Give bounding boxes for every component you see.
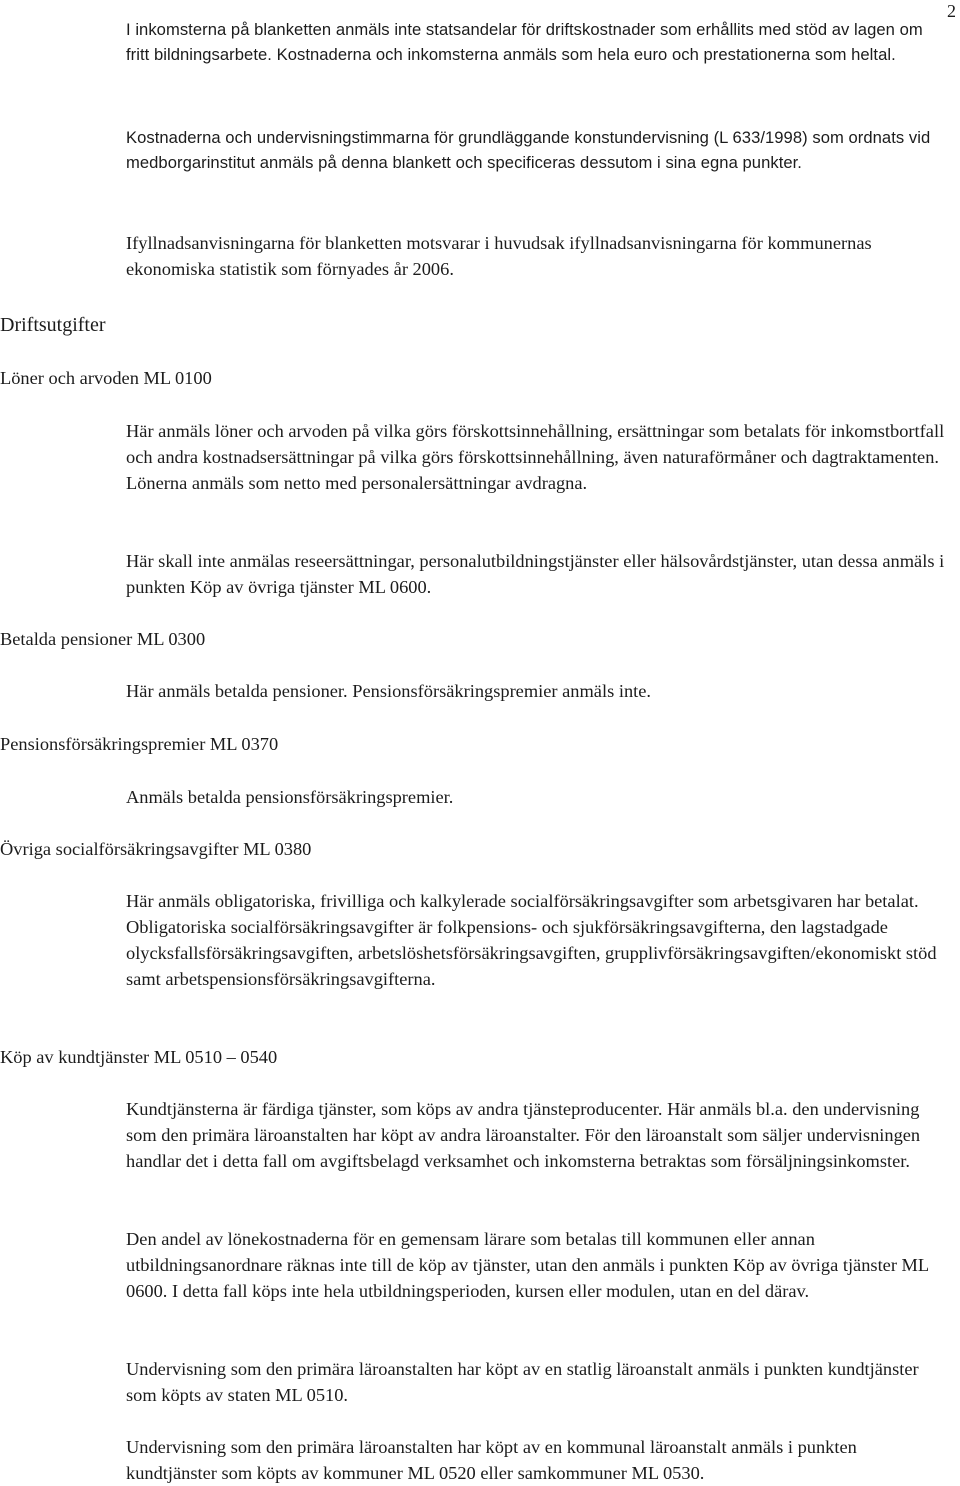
social-paragraph-1: Här anmäls obligatoriska, frivilliga och kalkylerade socialförsäkringsavgifter som arbetsgivaren har betalat. Obligatoriska socialförsäkringsavgifter är folkpensions- och sjukförsäkringsavgifterna, den lagstadgade olycksfallsförsäkringsavgiften, arbetslöshetsförsäkringsavgiften, grupplivförsäkringsavgiften/ekonomiskt stöd samt arbetspensionsförsäkringsavgifterna. xyxy=(126,891,937,989)
premier-paragraph-1: Anmäls betalda pensionsförsäkringspremier. xyxy=(126,787,454,807)
kundtjanster-paragraph-3: Undervisning som den primära läroanstalten har köpt av en statlig läroanstalt anmäls i punkten kundtjänster som köpts av staten ML 0510. xyxy=(126,1359,919,1405)
section-title-driftsutgifter: Driftsutgifter xyxy=(0,314,106,336)
intro-paragraph-2: Kostnaderna och undervisningstimmarna för grundläggande konstundervisning (L 633/1998) som ordnats vid medborgarinstitut anmäls på denna blankett och specificeras dessutom i sina egna punkter. xyxy=(126,128,931,172)
kundtjanster-paragraph-2: Den andel av lönekostnaderna för en gemensam lärare som betalas till kommunen eller annan utbildningsanordnare räknas inte till de köp av tjänster, utan den anmäls i punkten Köp av övriga tjänster ML 0600. I detta fall köps inte hela utbildningsperioden, kursen eller modulen, utan en del därav. xyxy=(126,1229,929,1301)
pensioner-paragraph-1: Här anmäls betalda pensioner. Pensionsförsäkringspremier anmäls inte. xyxy=(126,681,652,701)
kundtjanster-paragraph-4: Undervisning som den primära läroanstalten har köpt av en kommunal läroanstalt anmäls i punkten kundtjänster som köpts av kommuner ML 0520 eller samkommuner ML 0530. xyxy=(126,1437,857,1483)
heading-kop-av-kundtjanster: Köp av kundtjänster ML 0510 – 0540 xyxy=(0,1047,278,1067)
heading-pensionsforsakringspremier: Pensionsförsäkringspremier ML 0370 xyxy=(0,734,279,754)
intro-paragraph-3: Ifyllnadsanvisningarna för blanketten motsvarar i huvudsak ifyllnadsanvisningarna för kommunernas ekonomiska statistik som förnyades år 2006. xyxy=(126,233,872,279)
heading-ovriga-socialforsakringsavgifter: Övriga socialförsäkringsavgifter ML 0380 xyxy=(0,839,312,859)
heading-loner-och-arvoden: Löner och arvoden ML 0100 xyxy=(0,368,212,388)
loner-paragraph-2: Här skall inte anmälas reseersättningar, personalutbildningstjänster eller hälsovårdstjänster, utan dessa anmäls i punkten Köp av övriga tjänster ML 0600. xyxy=(126,551,945,597)
kundtjanster-paragraph-1: Kundtjänsterna är färdiga tjänster, som köps av andra tjänsteproducenter. Här anmäls bl.a. den undervisning som den primära läroanstalten har köpt av andra läroanstalter. För den läroanstalt som säljer undervisningen handlar det i detta fall om avgiftsbelagd verksamhet och inkomsterna betraktas som försäljningsinkomster. xyxy=(126,1099,921,1171)
intro-paragraph-1: I inkomsterna på blanketten anmäls inte statsandelar för driftskostnader som erhållits med stöd av lagen om fritt bildningsarbete. Kostnaderna och inkomsterna anmäls som hela euro och prestationerna som heltal. xyxy=(126,20,923,64)
heading-betalda-pensioner: Betalda pensioner ML 0300 xyxy=(0,629,206,649)
loner-paragraph-1: Här anmäls löner och arvoden på vilka görs förskottsinnehållning, ersättningar som betalats för inkomstbortfall och andra kostnadsersättningar på vilka görs förskottsinnehållning, även naturaförmåner och dagtraktamenten. Lönerna anmäls som netto med personalersättningar avdragna. xyxy=(126,421,945,493)
page-number: 2 xyxy=(947,1,956,21)
